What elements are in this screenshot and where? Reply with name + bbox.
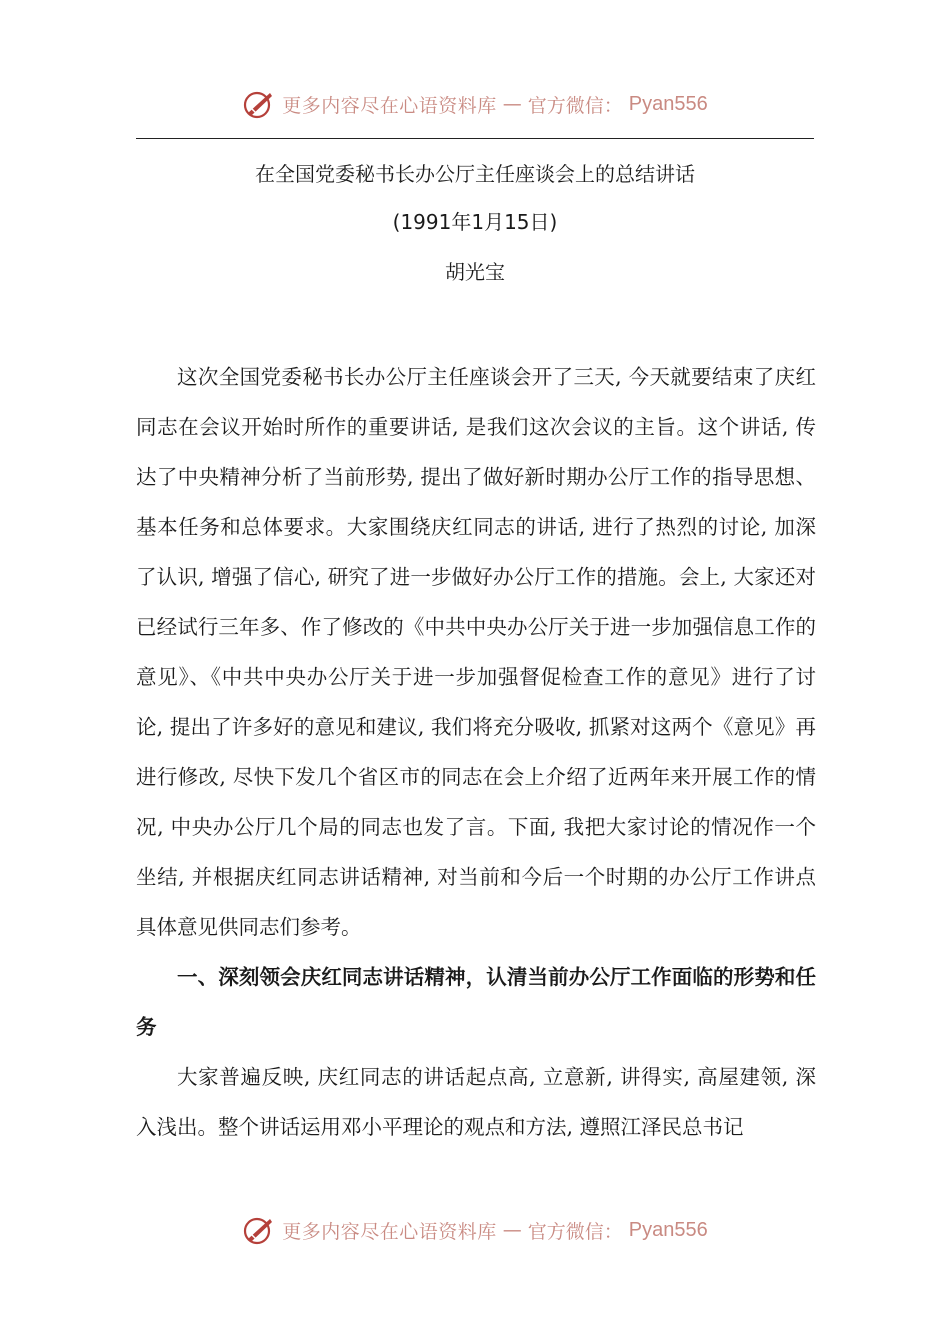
watermark-text: 更多内容尽在心语资料库 [282,94,497,117]
watermark-wechat-id: Pyan556 [628,92,708,115]
header-divider [136,138,814,139]
document-date: (1991年1月15日) [392,210,558,234]
watermark-wechat-label: 官方微信： [527,94,623,117]
section-heading: 一、深刻领会庆红同志讲话精神，认清当前办公厅工作面临的形势和任务 [136,965,816,1039]
watermark-wechat-id: Pyan556 [628,1218,708,1241]
watermark-text: 更多内容尽在心语资料库 [282,1220,497,1243]
quill-circle-icon [242,87,276,121]
watermark-wechat-label: 官方微信： [527,1220,623,1243]
watermark-dash: — [502,93,522,115]
document-author: 胡光宝 [445,260,505,284]
quill-circle-icon [242,1213,276,1247]
document-title: 在全国党委秘书长办公厅主任座谈会上的总结讲话 [255,162,695,186]
document-body [136,352,816,1152]
body-paragraph: 大家普遍反映, 庆红同志的讲话起点高, 立意新, 讲得实, 高屋建领, 深入浅出。整个讲话运用邓小平理论的观点和方法, 遵照江泽民总书记 [136,1065,816,1139]
footer-watermark [0,1210,950,1250]
body-paragraph: 这次全国党委秘书长办公厅主任座谈会开了三天, 今天就要结束了庆红同志在会议开始时所作的重要讲话, 是我们这次会议的主旨。这个讲话, 传达了中央精神分析了当前形势, 提出了做好新时期办公厅工作的指导思想、基本任务和总体要求。大家围绕庆红同志的讲话, 进行了热烈的讨论, 加深了认识, 增强了信心, 研究了进一步做好办公厅工作的措施。会上, 大家还对已经试行三年多、作了修改的《中共中央办公厅关于进一步加强信息工作的意见》、《中共中央办公厅关于进一步加强督促检查工作的意见》进行了讨论, 提出了许多好的意见和建议, 我们将充分吸收, 抓紧对这两个《意见》再进行修改, 尽快下发几个省区市的同志在会上介绍了近两年来开展工作的情况, 中央办公厅几个局的同志也发了言。下面, 我把大家讨论的情况作一个坐结, 并根据庆红同志讲话精神, 对当前和今后一个时期的办公厅工作讲点具体意见供同志们参考。 [136,365,816,939]
watermark-dash: — [502,1219,522,1241]
header-watermark [0,84,950,124]
